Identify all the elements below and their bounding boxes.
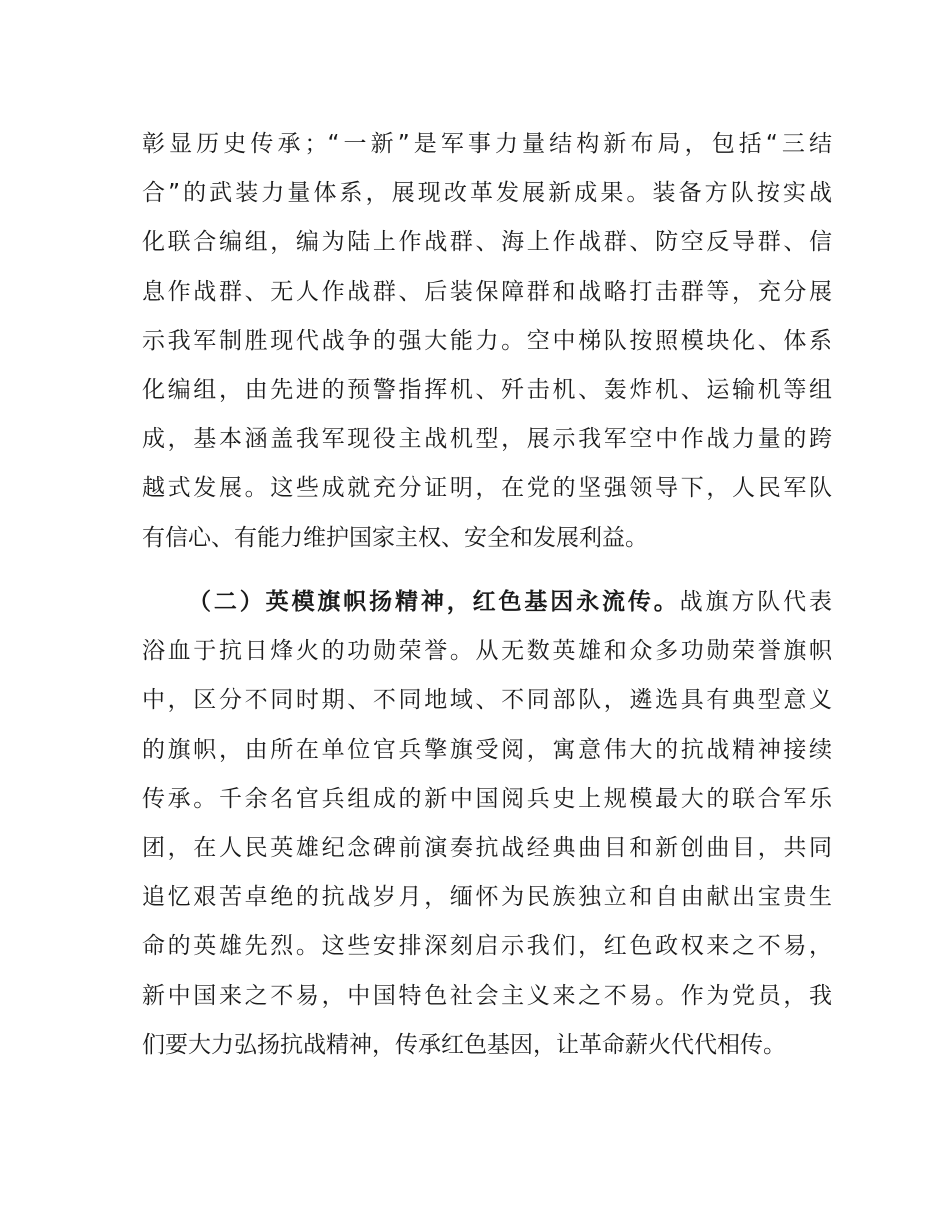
text-line: 越式发展。这些成就充分证明，在党的坚强领导下，人民军队: [142, 475, 832, 502]
text-line: 传承。千余名官兵组成的新中国阅兵史上规模最大的联合军乐: [142, 785, 832, 812]
text-line: 命的英雄先烈。这些安排深刻启示我们，红色政权来之不易，: [142, 933, 832, 960]
heading-trailing-text: 战旗方队代表: [679, 589, 832, 615]
text-line: 新中国来之不易，中国特色社会主义来之不易。作为党员，我: [142, 982, 832, 1009]
text-line: 有信心、有能力维护国家主权、安全和发展利益。: [142, 524, 648, 551]
text-line: 团，在人民英雄纪念碑前演奏抗战经典曲目和新创曲目，共同: [142, 834, 832, 861]
text-line: 们要大力弘扬抗战精神，传承红色基因，让革命薪火代代相传。: [142, 1031, 786, 1058]
paragraph-first-line: [142, 578, 832, 627]
text-line: 的旗帜，由所在单位官兵擎旗受阅，寓意伟大的抗战精神接续: [142, 736, 832, 763]
paragraph-1: [142, 120, 832, 563]
text-line: 浴血于抗日烽火的功勋荣誉。从无数英雄和众多功勋荣誉旗帜: [142, 638, 832, 665]
text-line: 中，区分不同时期、不同地域、不同部队，遴选具有典型意义: [142, 687, 832, 714]
text-line: 彰显历史传承；“一新”是军事力量结构新布局，包括“三结: [142, 131, 832, 157]
text-line: 示我军制胜现代战争的强大能力。空中梯队按照模块化、体系: [142, 327, 832, 354]
text-line: 追忆艰苦卓绝的抗战岁月，缅怀为民族独立和自由献出宝贵生: [142, 884, 832, 911]
text-line: 化联合编组，编为陆上作战群、海上作战群、防空反导群、信: [142, 229, 832, 256]
paragraph-2: [142, 578, 832, 1070]
text-line: 化编组，由先进的预警指挥机、歼击机、轰炸机、运输机等组: [142, 376, 832, 403]
section-heading: （二）英模旗帜扬精神，红色基因永流传。: [188, 589, 680, 615]
text-line: 息作战群、无人作战群、后装保障群和战略打击群等，充分展: [142, 278, 832, 305]
text-line: 合”的武装力量体系，展现改革发展新成果。装备方队按实战: [142, 180, 832, 207]
text-line: 成，基本涵盖我军现役主战机型，展示我军空中作战力量的跨: [142, 426, 832, 453]
